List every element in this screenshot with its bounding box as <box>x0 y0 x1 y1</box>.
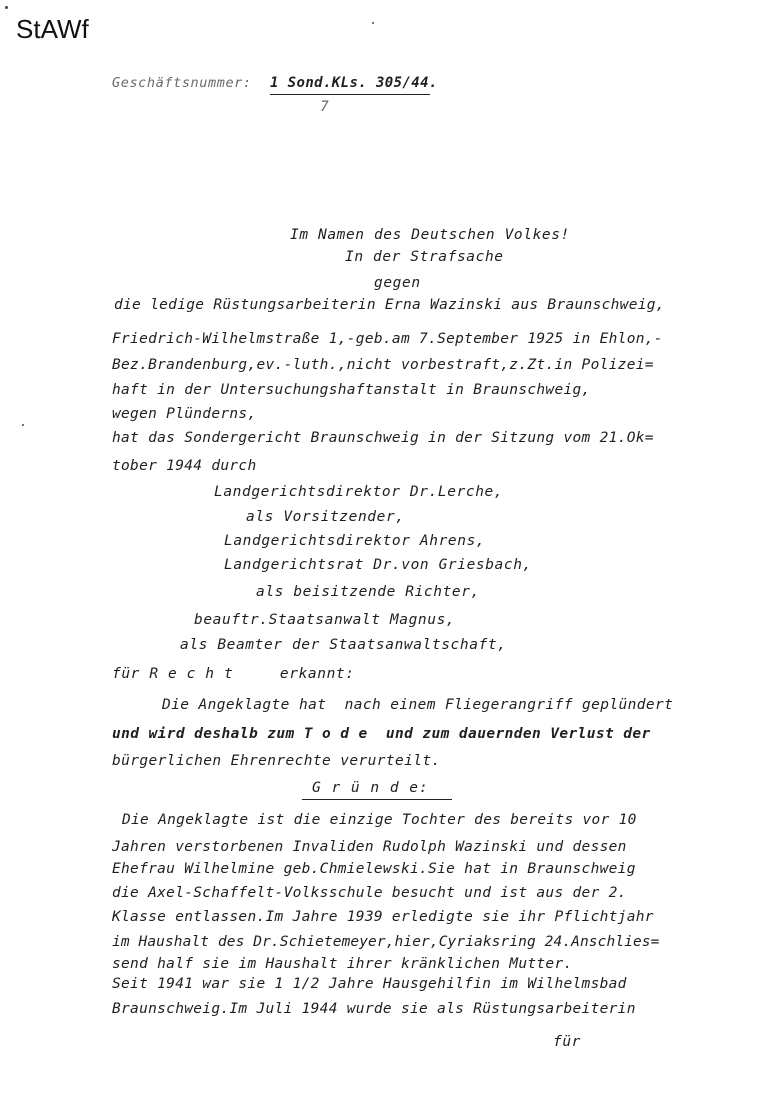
defendant-line: hat das Sondergericht Braunschweig in der Sitzung vom 21.Ok= <box>112 430 654 446</box>
verdict-line: Die Angeklagte hat nach einem Fliegerangriff geplündert <box>162 697 674 713</box>
court-member: Landgerichtsrat Dr.von Griesbach, <box>224 557 532 573</box>
reference-underline <box>270 94 430 95</box>
scan-speck <box>22 424 24 426</box>
defendant-line: Friedrich-Wilhelmstraße 1,-geb.am 7.September 1925 in Ehlon,- <box>112 331 663 347</box>
verdict-line: und wird deshalb zum T o d e und zum dauernden Verlust der <box>112 726 651 742</box>
court-member: als beisitzende Richter, <box>256 584 480 600</box>
header-line: In der Strafsache <box>345 249 504 265</box>
sheet-marker: 7 <box>320 99 330 115</box>
reasons-line: Klasse entlassen.Im Jahre 1939 erledigte sie ihr Pflichtjahr <box>112 909 654 925</box>
defendant-line: Bez.Brandenburg,ev.-luth.,nicht vorbestraft,z.Zt.in Polizei= <box>112 357 654 373</box>
scan-speck <box>372 22 374 24</box>
court-member: als Beamter der Staatsanwaltschaft, <box>180 637 507 653</box>
header-line: Im Namen des Deutschen Volkes! <box>290 227 570 243</box>
reasons-line: Braunschweig.Im Juli 1944 wurde sie als Rüstungsarbeiterin <box>112 1001 636 1017</box>
verdict-line: bürgerlichen Ehrenrechte verurteilt. <box>112 753 441 769</box>
reasons-line: im Haushalt des Dr.Schietemeyer,hier,Cyriaksring 24.Anschlies= <box>112 934 660 950</box>
reasons-heading-underline <box>302 799 452 800</box>
reasons-line: send half sie im Haushalt ihrer kränklichen Mutter. <box>112 956 573 972</box>
defendant-line: die ledige Rüstungsarbeiterin Erna Wazinski aus Braunschweig, <box>114 297 665 313</box>
court-member: beauftr.Staatsanwalt Magnus, <box>194 612 456 628</box>
header-line: gegen <box>374 275 421 291</box>
reasons-line: Seit 1941 war sie 1 1/2 Jahre Hausgehilfin im Wilhelmsbad <box>112 976 627 992</box>
court-member: Landgerichtsdirektor Ahrens, <box>224 533 486 549</box>
defendant-line: haft in der Untersuchungshaftanstalt in Braunschweig, <box>112 382 591 398</box>
defendant-line: tober 1944 durch <box>112 458 257 474</box>
court-member: als Vorsitzender, <box>246 509 405 525</box>
reference-label: Geschäftsnummer: <box>112 75 252 91</box>
reasons-line: die Axel-Schaffelt-Volksschule besucht und ist aus der 2. <box>112 885 627 901</box>
reasons-heading: G r ü n d e: <box>312 780 429 796</box>
defendant-line: wegen Plünderns, <box>112 406 257 422</box>
scan-speck <box>5 6 8 9</box>
reference-number: 1 Sond.KLs. 305/44. <box>270 75 438 91</box>
reasons-line: Ehefrau Wilhelmine geb.Chmielewski.Sie hat in Braunschweig <box>112 861 636 877</box>
catchword: für <box>553 1034 581 1050</box>
verdict-intro: für R e c h t erkannt: <box>112 666 355 682</box>
reasons-line: Jahren verstorbenen Invaliden Rudolph Wazinski und dessen <box>112 839 627 855</box>
archive-stamp: StAWf <box>16 14 89 44</box>
reasons-line: Die Angeklagte ist die einzige Tochter des bereits vor 10 <box>122 812 637 828</box>
court-member: Landgerichtsdirektor Dr.Lerche, <box>214 484 504 500</box>
